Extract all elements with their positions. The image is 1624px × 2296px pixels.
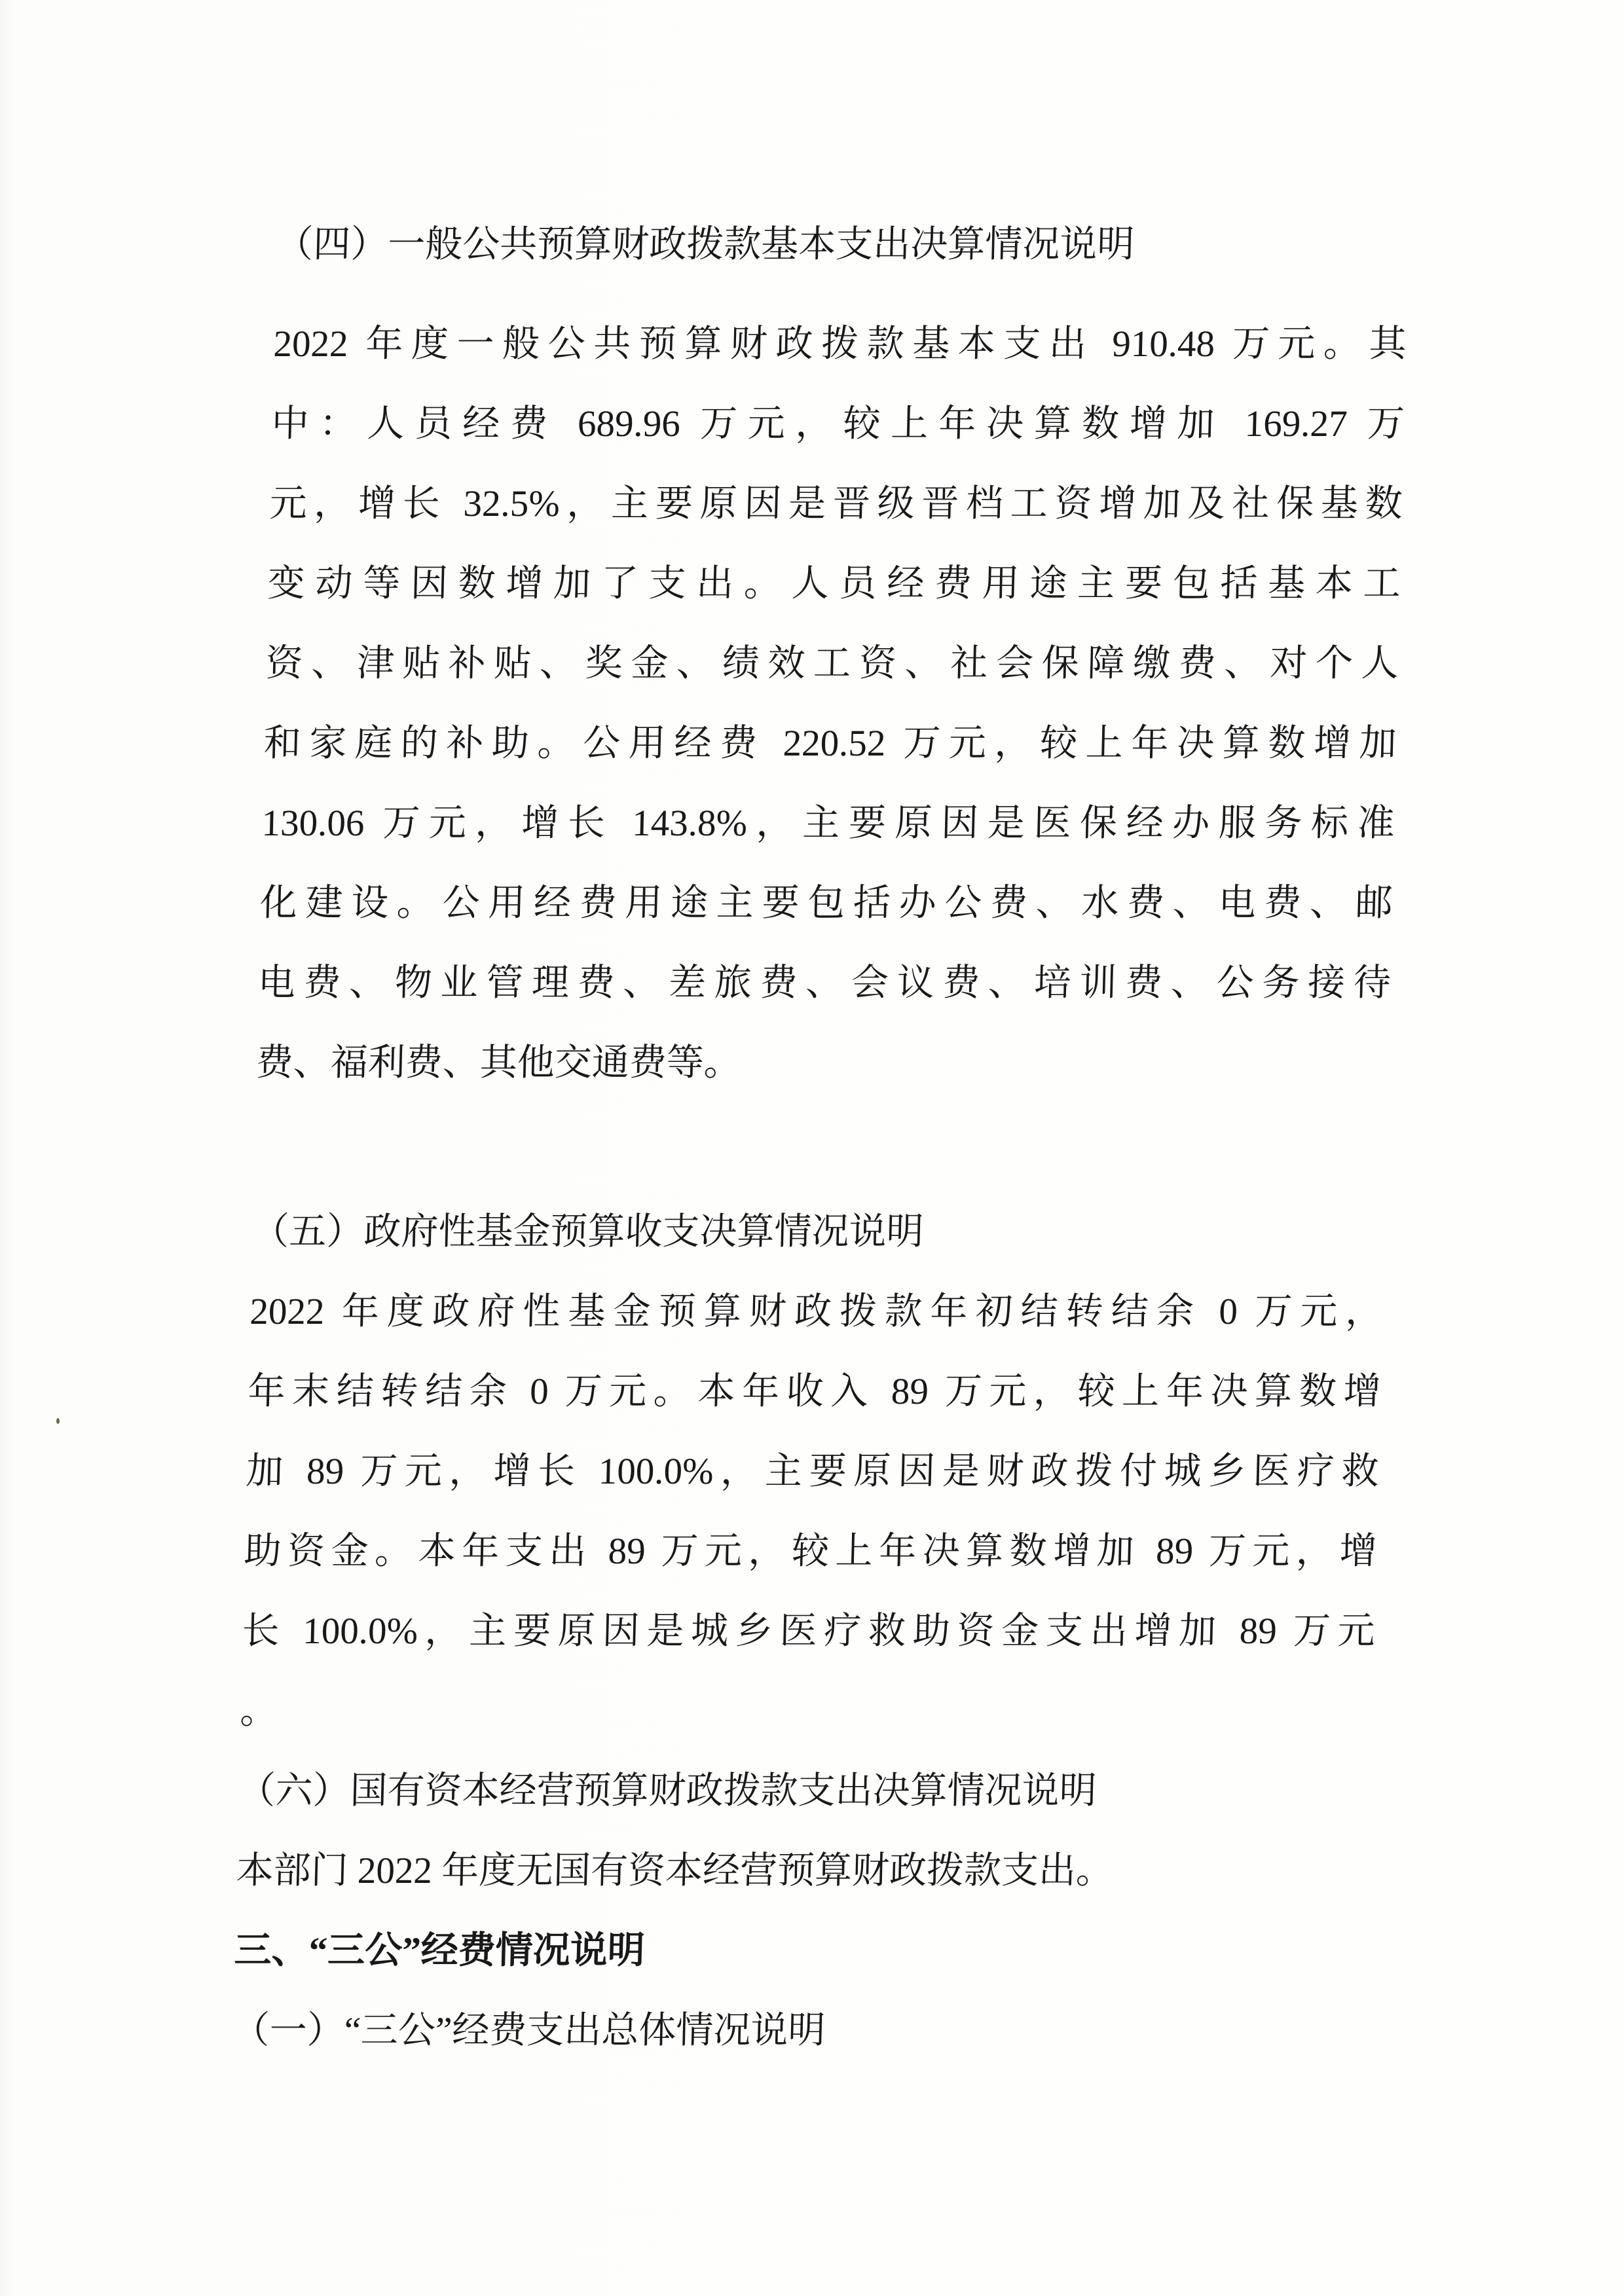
text-line: 本部门 2022 年度无国有资本经营预算财政拨款支出。 [235,1850,1114,1891]
text-line: 年末结转结余 0 万元。本年收入 89 万元，较上年决算数增 [247,1371,1382,1412]
text-line: 中：人员经费 689.96 万元，较上年决算数增加 169.27 万 [270,403,1405,445]
scan-artifact-speck [56,1418,60,1424]
text-line: 长 100.0%，主要原因是城乡医疗救助资金支出增加 89 万元 [241,1611,1376,1652]
text-line: 和家庭的补助。公用经费 220.52 万元，较上年决算数增加 [263,723,1397,764]
paragraph-spacer [253,1103,1388,1192]
text-line: 元，增长 32.5%，主要原因是晋级晋档工资增加及社保基数 [268,483,1403,524]
text-line: 费、福利费、其他交通费等。 [255,1042,742,1084]
text-line: 加 89 万元，增长 100.0%，主要原因是财政拨付城乡医疗救 [245,1451,1380,1492]
text-line: 。 [239,1690,278,1732]
text-line: 电费、物业管理费、差旅费、会议费、培训费、公务接待 [257,962,1392,1004]
text-line: 2022 年度一般公共预算财政拨款基本支出 910.48 万元。其 [272,323,1407,365]
text-line: 三、“三公”经费情况说明 [233,1930,646,1971]
text-line: 2022 年度政府性基金预算财政拨款年初结转结余 0 万元， [249,1291,1384,1332]
text-block [231,205,1410,2071]
paragraph-spacer [274,285,1408,304]
text-line: （六）国有资本经营预算财政拨款支出决算情况说明 [237,1770,1098,1812]
text-line: 130.06 万元，增长 143.8%，主要原因是医保经办服务标准 [261,803,1395,844]
text-line: 资、津贴补贴、奖金、绩效工资、社会保障缴费、对个人 [265,643,1399,684]
text-line: （一）“三公”经费支出总体情况说明 [231,2010,826,2051]
text-line: 变动等因数增加了支出。人员经费用途主要包括基本工 [267,563,1401,604]
text-line: 助资金。本年支出 89 万元，较上年决算数增加 89 万元，增 [243,1531,1378,1572]
text-line: （四）一般公共预算财政拨款基本支出决算情况说明 [275,224,1135,265]
text-line: 化建设。公用经费用途主要包括办公费、水费、电费、邮 [259,883,1393,924]
text-line: （五）政府性基金预算收支决算情况说明 [251,1211,925,1252]
